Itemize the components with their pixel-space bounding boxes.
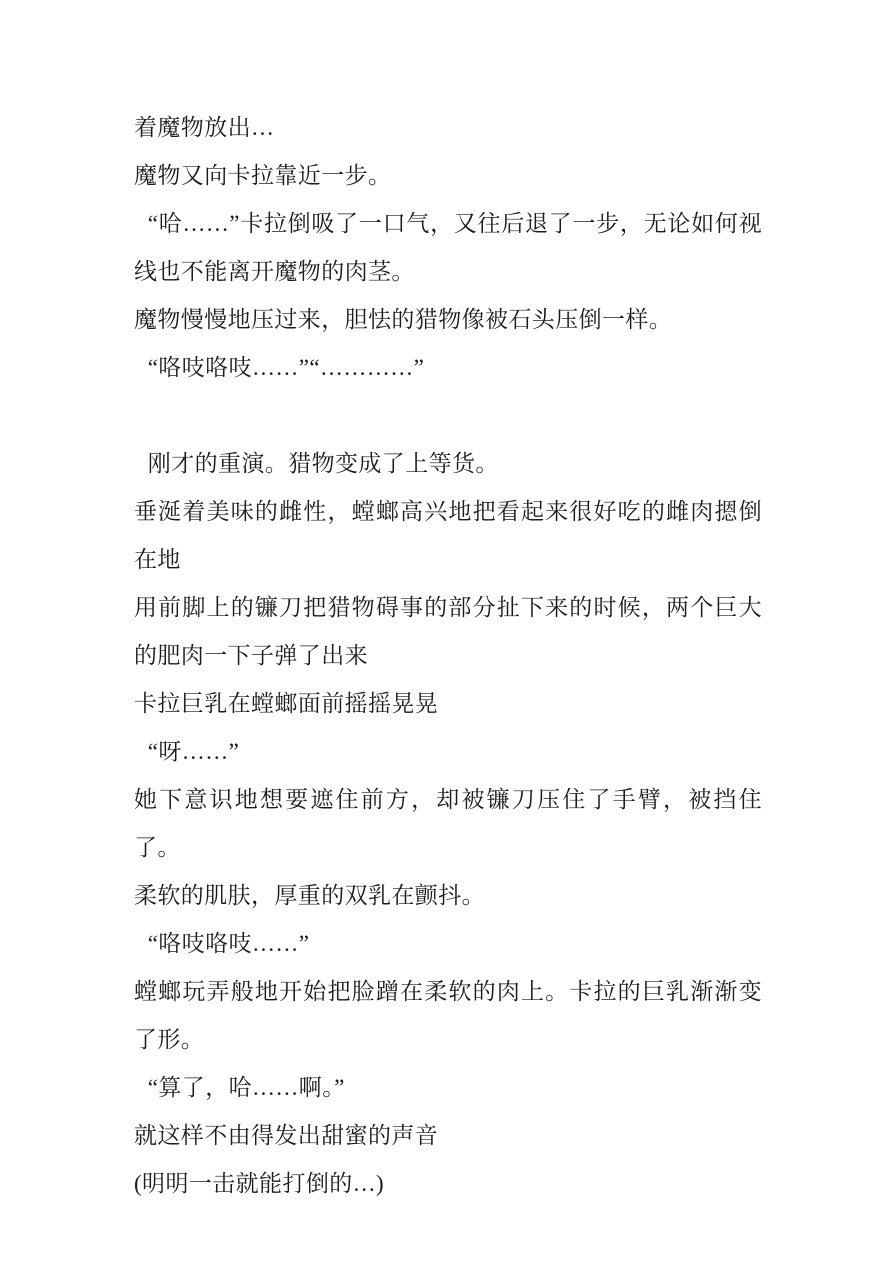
paragraph: 卡拉巨乳在螳螂面前摇摇晃晃 [134, 691, 439, 716]
paragraph: 螳螂玩弄般地开始把脸蹭在柔软的肉上。卡拉的巨乳渐渐变了形。 [134, 979, 762, 1052]
paragraph: 垂涎着美味的雌性，螳螂高兴地把看起来很好吃的雌肉摁倒在地 [134, 499, 762, 572]
paragraph: “咯吱咯吱……”“…………” [147, 355, 425, 380]
paragraph: 魔物又向卡拉靠近一步。 [134, 163, 392, 188]
paragraph: “哈……”卡拉倒吸了一口气，又往后退了一步，无论如何视线也不能离开魔物的肉茎。 [134, 211, 762, 284]
paragraph: 她下意识地想要遮住前方，却被镰刀压住了手臂，被挡住了。 [134, 787, 762, 860]
paragraph-spacer [134, 392, 762, 440]
paragraph: 着魔物放出… [134, 115, 275, 140]
paragraph: “咯吱咯吱……” [147, 931, 310, 956]
paragraph: 就这样不由得发出甜蜜的声音 [134, 1123, 439, 1148]
page-text-body [134, 104, 762, 1208]
paragraph: 柔软的肌肤，厚重的双乳在颤抖。 [134, 883, 485, 908]
paragraph: 魔物慢慢地压过来，胆怯的猎物像被石头压倒一样。 [134, 307, 673, 332]
paragraph: 用前脚上的镰刀把猎物碍事的部分扯下来的时候，两个巨大的肥肉一下子弹了出来 [134, 595, 762, 668]
paragraph: 刚才的重演。猎物变成了上等货。 [147, 451, 499, 476]
paragraph: “算了，哈……啊。” [147, 1075, 345, 1100]
paragraph: “呀……” [147, 739, 240, 764]
paragraph: (明明一击就能打倒的…) [134, 1171, 385, 1196]
